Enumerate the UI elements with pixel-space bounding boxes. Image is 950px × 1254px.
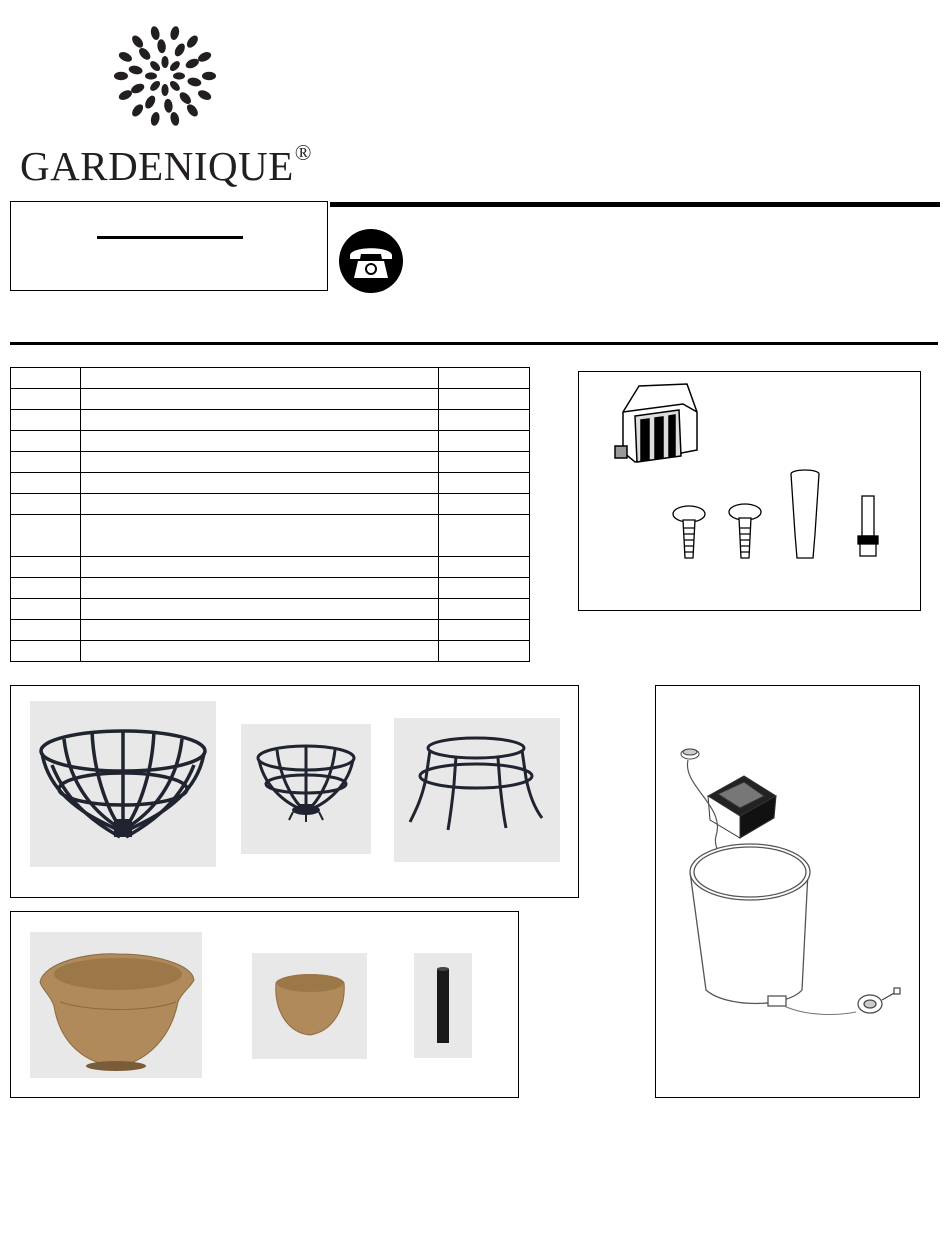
nozzle-cap-icon <box>681 749 699 759</box>
logo-petal <box>173 72 185 79</box>
frames-panel <box>10 685 579 898</box>
part-quantity-cell <box>439 515 530 557</box>
part-number-cell <box>11 431 81 452</box>
part-number-cell <box>11 473 81 494</box>
part-description-cell <box>81 494 439 515</box>
part-description-cell <box>81 410 439 431</box>
logo-petal <box>185 102 200 118</box>
part-description-cell <box>81 515 439 557</box>
logo-petal <box>187 76 202 87</box>
part-quantity-cell <box>439 620 530 641</box>
part-number-cell <box>11 494 81 515</box>
logo-petal <box>114 72 128 80</box>
logo-petal <box>196 50 212 64</box>
logo-petal <box>137 46 153 62</box>
table-row <box>11 473 530 494</box>
part-number-cell <box>11 368 81 389</box>
logo-petal <box>150 111 161 127</box>
liners-panel <box>10 911 519 1098</box>
table-row <box>11 557 530 578</box>
part-number-cell <box>11 599 81 620</box>
pump-box-icon <box>708 776 776 838</box>
logo-petal <box>161 84 168 96</box>
part-number-cell <box>11 641 81 662</box>
connecting-pipe-photo <box>414 953 472 1058</box>
pump-parts-panel <box>578 371 921 611</box>
telephone-icon <box>338 228 404 294</box>
small-coir-liner-photo <box>252 953 367 1059</box>
logo-petal <box>168 59 182 73</box>
logo-petal <box>128 64 143 75</box>
part-quantity-cell <box>439 641 530 662</box>
logo-petal <box>117 50 133 64</box>
part-description-cell <box>81 620 439 641</box>
extension-tube-icon <box>791 470 819 558</box>
logo-petal <box>184 57 200 70</box>
flower-burst-logo-icon <box>113 24 217 128</box>
table-row <box>11 641 530 662</box>
part-description-cell <box>81 599 439 620</box>
table-row <box>11 620 530 641</box>
logo-petal <box>145 72 157 79</box>
part-quantity-cell <box>439 452 530 473</box>
logo-petal <box>130 34 145 50</box>
part-number-cell <box>11 410 81 431</box>
logo-petal <box>150 25 161 41</box>
part-number-cell <box>11 515 81 557</box>
outer-pot-icon <box>690 844 810 1006</box>
fountain-nozzle-icon <box>729 504 761 558</box>
fountain-nozzle-icon <box>673 506 705 558</box>
small-basket-frame-photo <box>241 724 371 854</box>
logo-petal <box>173 42 187 58</box>
table-row <box>11 389 530 410</box>
part-quantity-cell <box>439 599 530 620</box>
part-quantity-cell <box>439 578 530 599</box>
logo-petal <box>163 98 173 113</box>
gardenique-logo <box>18 22 338 189</box>
pump-parts-illustration <box>579 372 920 610</box>
table-row <box>11 431 530 452</box>
part-description-cell <box>81 473 439 494</box>
part-quantity-cell <box>439 431 530 452</box>
part-description-cell <box>81 452 439 473</box>
part-quantity-cell <box>439 389 530 410</box>
brand-wordmark: GARDENIQUE® <box>20 140 312 189</box>
part-description-cell <box>81 389 439 410</box>
part-quantity-cell <box>439 410 530 431</box>
table-row <box>11 599 530 620</box>
logo-petal <box>130 82 146 95</box>
part-description-cell <box>81 578 439 599</box>
part-quantity-cell <box>439 557 530 578</box>
logo-petal <box>130 102 145 118</box>
logo-petal <box>202 72 216 80</box>
title-box <box>10 201 328 291</box>
part-number-cell <box>11 578 81 599</box>
part-description-cell <box>81 431 439 452</box>
table-row <box>11 578 530 599</box>
table-row <box>11 368 530 389</box>
large-coir-liner-photo <box>30 932 202 1078</box>
section-rule <box>10 342 938 345</box>
logo-petal <box>117 88 133 102</box>
table-row <box>11 494 530 515</box>
tube-adapter-icon <box>858 496 878 556</box>
logo-petal <box>161 56 168 68</box>
assembly-panel <box>655 685 920 1098</box>
header-rule <box>330 202 940 207</box>
power-cord-icon <box>858 988 900 1013</box>
part-quantity-cell <box>439 368 530 389</box>
part-number-cell <box>11 557 81 578</box>
logo-petal <box>148 59 162 73</box>
part-number-cell <box>11 389 81 410</box>
stand-base-photo <box>394 718 560 862</box>
part-number-cell <box>11 452 81 473</box>
parts-list-table <box>10 367 530 662</box>
logo-petal <box>148 79 162 93</box>
logo-petal <box>168 79 182 93</box>
table-row <box>11 410 530 431</box>
part-description-cell <box>81 557 439 578</box>
logo-petal <box>196 88 212 102</box>
logo-petal <box>143 94 157 110</box>
assembled-fountain-diagram <box>656 686 919 1097</box>
part-description-cell <box>81 641 439 662</box>
logo-petal <box>177 90 193 106</box>
part-quantity-cell <box>439 473 530 494</box>
table-row <box>11 452 530 473</box>
table-row <box>11 515 530 557</box>
pump-icon <box>615 384 697 462</box>
logo-petal <box>157 39 167 54</box>
logo-petal <box>185 34 200 50</box>
title-underline <box>97 236 243 239</box>
logo-petal <box>169 111 180 127</box>
part-number-cell <box>11 620 81 641</box>
large-basket-frame-photo <box>30 701 216 867</box>
part-description-cell <box>81 368 439 389</box>
logo-petal <box>169 25 180 41</box>
part-quantity-cell <box>439 494 530 515</box>
